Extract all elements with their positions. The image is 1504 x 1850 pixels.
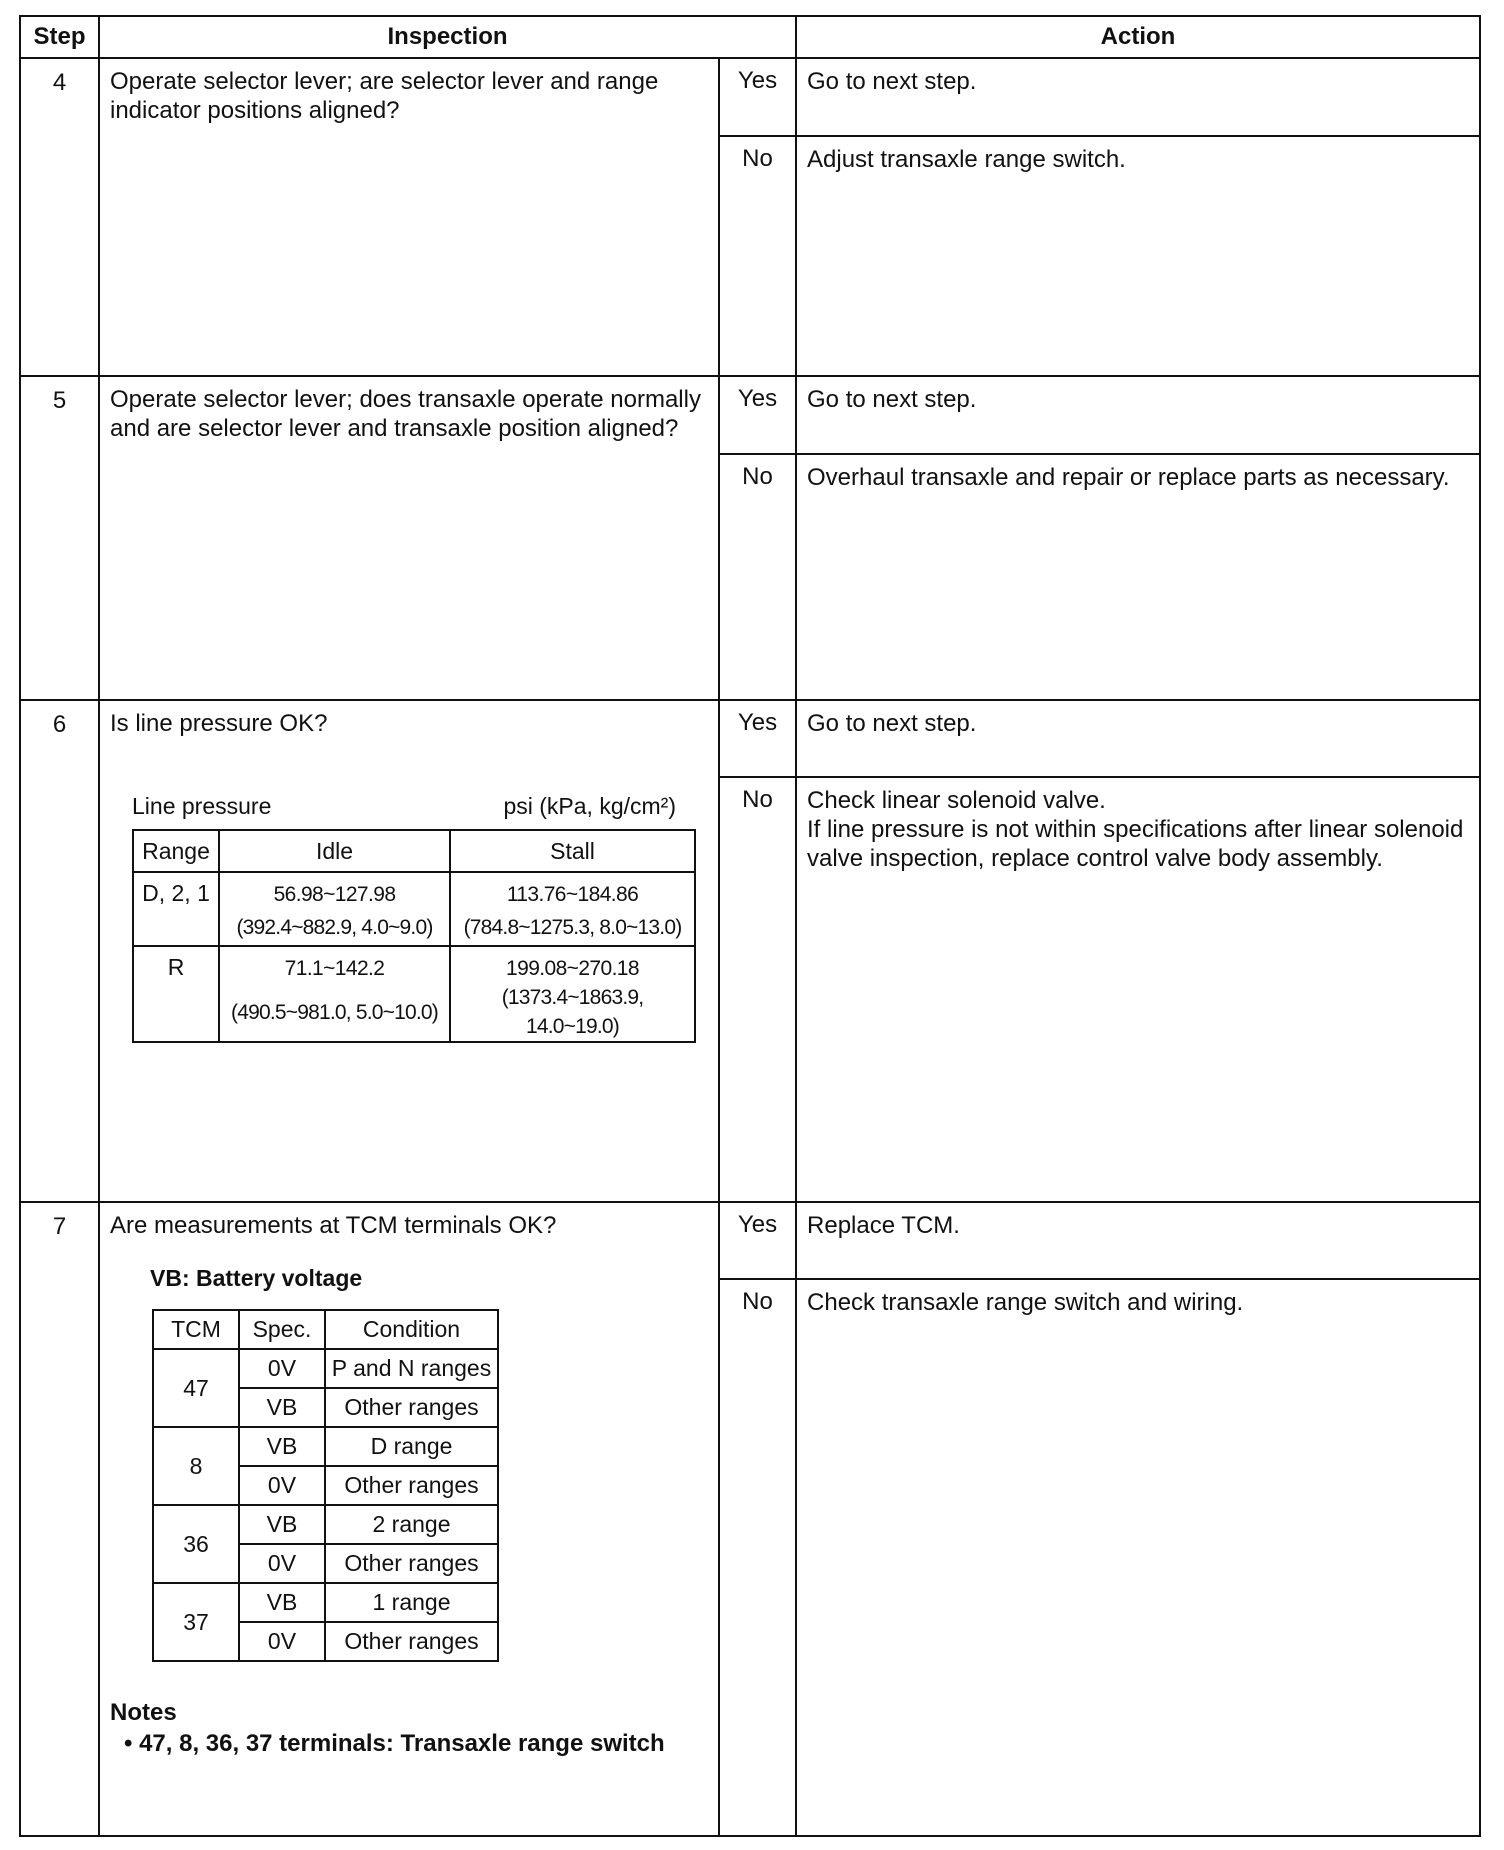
step-number: 4 bbox=[20, 58, 99, 376]
range-cell: R bbox=[133, 946, 219, 1042]
line-pressure-title: Line pressure bbox=[132, 793, 272, 819]
step-5-yes-row bbox=[20, 376, 1480, 454]
no-action: Overhaul transaxle and repair or replace parts as necessary. bbox=[796, 454, 1480, 700]
condition-cell: Other ranges bbox=[325, 1622, 498, 1661]
condition-cell: Other ranges bbox=[325, 1544, 498, 1583]
step-4-yes-row bbox=[20, 58, 1480, 136]
inspection-question: Operate selector lever; are selector lever and range indicator positions aligned? bbox=[110, 68, 659, 124]
idle-metric: (392.4~882.9, 4.0~9.0) bbox=[219, 909, 450, 946]
idle-psi: 71.1~142.2 bbox=[219, 946, 450, 983]
inspection-question: Is line pressure OK? bbox=[110, 710, 328, 737]
step-7-yes-row bbox=[20, 1202, 1480, 1279]
step-inspection bbox=[99, 700, 719, 1202]
line-pressure-unit: psi (kPa, kg/cm²) bbox=[503, 793, 676, 819]
stall-psi: 113.76~184.86 bbox=[450, 872, 695, 909]
header-row bbox=[20, 16, 1480, 58]
condition-cell: D range bbox=[325, 1427, 498, 1466]
step-6-yes-row bbox=[20, 700, 1480, 777]
no-label: No bbox=[719, 777, 796, 1202]
yes-action: Go to next step. bbox=[796, 376, 1480, 454]
no-action: Check linear solenoid valve. If line pressure is not within specifications after linear solenoid valve inspection, replace control valve body assembly. bbox=[796, 777, 1480, 1202]
spec-cell: 0V bbox=[239, 1622, 325, 1661]
tcm-terminal: 37 bbox=[153, 1583, 239, 1661]
no-action: Check transaxle range switch and wiring. bbox=[796, 1279, 1480, 1836]
tcm-header-row bbox=[153, 1310, 498, 1349]
spec-cell: 0V bbox=[239, 1466, 325, 1505]
no-label: No bbox=[719, 1279, 796, 1836]
battery-voltage-note: VB: Battery voltage bbox=[150, 1265, 363, 1291]
yes-label: Yes bbox=[719, 58, 796, 136]
header-action: Action bbox=[796, 16, 1480, 58]
tcm-terminal: 8 bbox=[153, 1427, 239, 1505]
line-pressure-row bbox=[133, 872, 695, 909]
yes-action: Replace TCM. bbox=[796, 1202, 1480, 1279]
step-inspection bbox=[99, 58, 719, 376]
no-label: No bbox=[719, 454, 796, 700]
condition-cell: Other ranges bbox=[325, 1388, 498, 1427]
notes-item: • 47, 8, 36, 37 terminals: Transaxle range switch bbox=[124, 1730, 665, 1757]
yes-label: Yes bbox=[719, 1202, 796, 1279]
no-action: Adjust transaxle range switch. bbox=[796, 136, 1480, 376]
idle-psi: 56.98~127.98 bbox=[219, 872, 450, 909]
no-label: No bbox=[719, 136, 796, 376]
column-header: Range bbox=[133, 830, 219, 872]
header-inspection: Inspection bbox=[99, 16, 796, 58]
step-number: 7 bbox=[20, 1202, 99, 1836]
spec-cell: 0V bbox=[239, 1349, 325, 1388]
diagnostic-table bbox=[19, 15, 1481, 1837]
step-number: 6 bbox=[20, 700, 99, 1202]
stall-metric: (1373.4~1863.9, 14.0~19.0) bbox=[450, 983, 695, 1042]
line-pressure-header-row bbox=[133, 830, 695, 872]
condition-cell: P and N ranges bbox=[325, 1349, 498, 1388]
spec-cell: VB bbox=[239, 1427, 325, 1466]
condition-cell: 1 range bbox=[325, 1583, 498, 1622]
column-header: Spec. bbox=[239, 1310, 325, 1349]
step-inspection bbox=[99, 376, 719, 700]
column-header: Stall bbox=[450, 830, 695, 872]
stall-metric: (784.8~1275.3, 8.0~13.0) bbox=[450, 909, 695, 946]
spec-cell: VB bbox=[239, 1388, 325, 1427]
inspection-question: Operate selector lever; does transaxle operate normally and are selector lever and transaxle position aligned? bbox=[110, 386, 701, 442]
idle-metric: (490.5~981.0, 5.0~10.0) bbox=[219, 983, 450, 1042]
line-pressure-heading bbox=[132, 792, 676, 821]
spec-cell: VB bbox=[239, 1505, 325, 1544]
step-inspection bbox=[99, 1202, 719, 1836]
tcm-row bbox=[153, 1583, 498, 1622]
tcm-terminal: 36 bbox=[153, 1505, 239, 1583]
notes-title: Notes bbox=[110, 1699, 177, 1726]
stall-psi: 199.08~270.18 bbox=[450, 946, 695, 983]
tcm-row bbox=[153, 1427, 498, 1466]
tcm-terminal: 47 bbox=[153, 1349, 239, 1427]
inspection-question: Are measurements at TCM terminals OK? bbox=[110, 1212, 557, 1239]
column-header: Condition bbox=[325, 1310, 498, 1349]
yes-action: Go to next step. bbox=[796, 700, 1480, 777]
spec-cell: VB bbox=[239, 1583, 325, 1622]
condition-cell: Other ranges bbox=[325, 1466, 498, 1505]
spec-cell: 0V bbox=[239, 1544, 325, 1583]
column-header: TCM bbox=[153, 1310, 239, 1349]
tcm-terminal-table bbox=[152, 1309, 499, 1662]
tcm-row bbox=[153, 1505, 498, 1544]
yes-action: Go to next step. bbox=[796, 58, 1480, 136]
line-pressure-row bbox=[133, 946, 695, 983]
condition-cell: 2 range bbox=[325, 1505, 498, 1544]
range-cell: D, 2, 1 bbox=[133, 872, 219, 946]
line-pressure-table bbox=[132, 829, 696, 1043]
header-step: Step bbox=[20, 16, 99, 58]
yes-label: Yes bbox=[719, 700, 796, 777]
step-number: 5 bbox=[20, 376, 99, 700]
tcm-row bbox=[153, 1349, 498, 1388]
yes-label: Yes bbox=[719, 376, 796, 454]
column-header: Idle bbox=[219, 830, 450, 872]
